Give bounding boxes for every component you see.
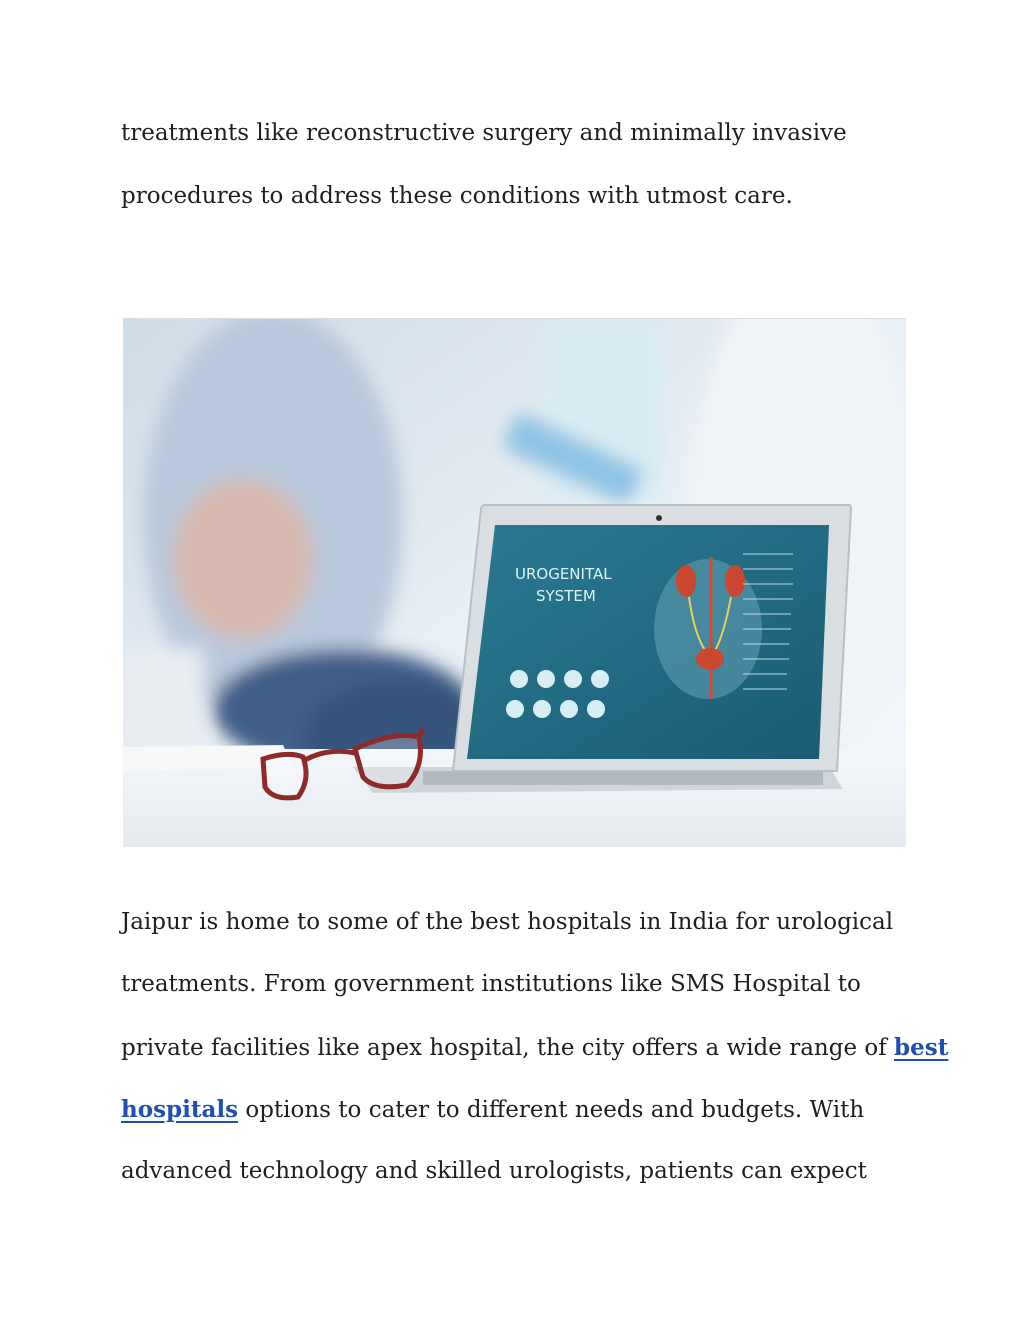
paragraph-2-line-5: advanced technology and skilled urologists, patients can expect bbox=[121, 1158, 867, 1184]
best-hospitals-link-part-2[interactable]: hospitals bbox=[121, 1096, 239, 1123]
paragraph-2-line-1: Jaipur is home to some of the best hospitals in India for urological bbox=[121, 909, 894, 935]
paragraph-2-line-4 bbox=[121, 1096, 864, 1123]
screen-title-1: UROGENITAL bbox=[515, 565, 612, 583]
paragraph-2-line-3-text: private facilities like apex hospital, the city offers a wide range of bbox=[121, 1035, 895, 1061]
laptop-urogenital-photo bbox=[123, 318, 906, 847]
screen-title-2: SYSTEM bbox=[536, 587, 596, 605]
paragraph-2-line-3 bbox=[121, 1034, 948, 1061]
paragraph-2-line-4-text: options to cater to different needs and budgets. With bbox=[238, 1097, 865, 1123]
paragraph-1-line-1: treatments like reconstructive surgery and minimally invasive bbox=[121, 120, 847, 146]
paragraph-2-line-2: treatments. From government institutions like SMS Hospital to bbox=[121, 971, 861, 997]
best-hospitals-link-part-1[interactable]: best bbox=[894, 1034, 949, 1061]
paragraph-1-line-2: procedures to address these conditions with utmost care. bbox=[121, 183, 793, 209]
